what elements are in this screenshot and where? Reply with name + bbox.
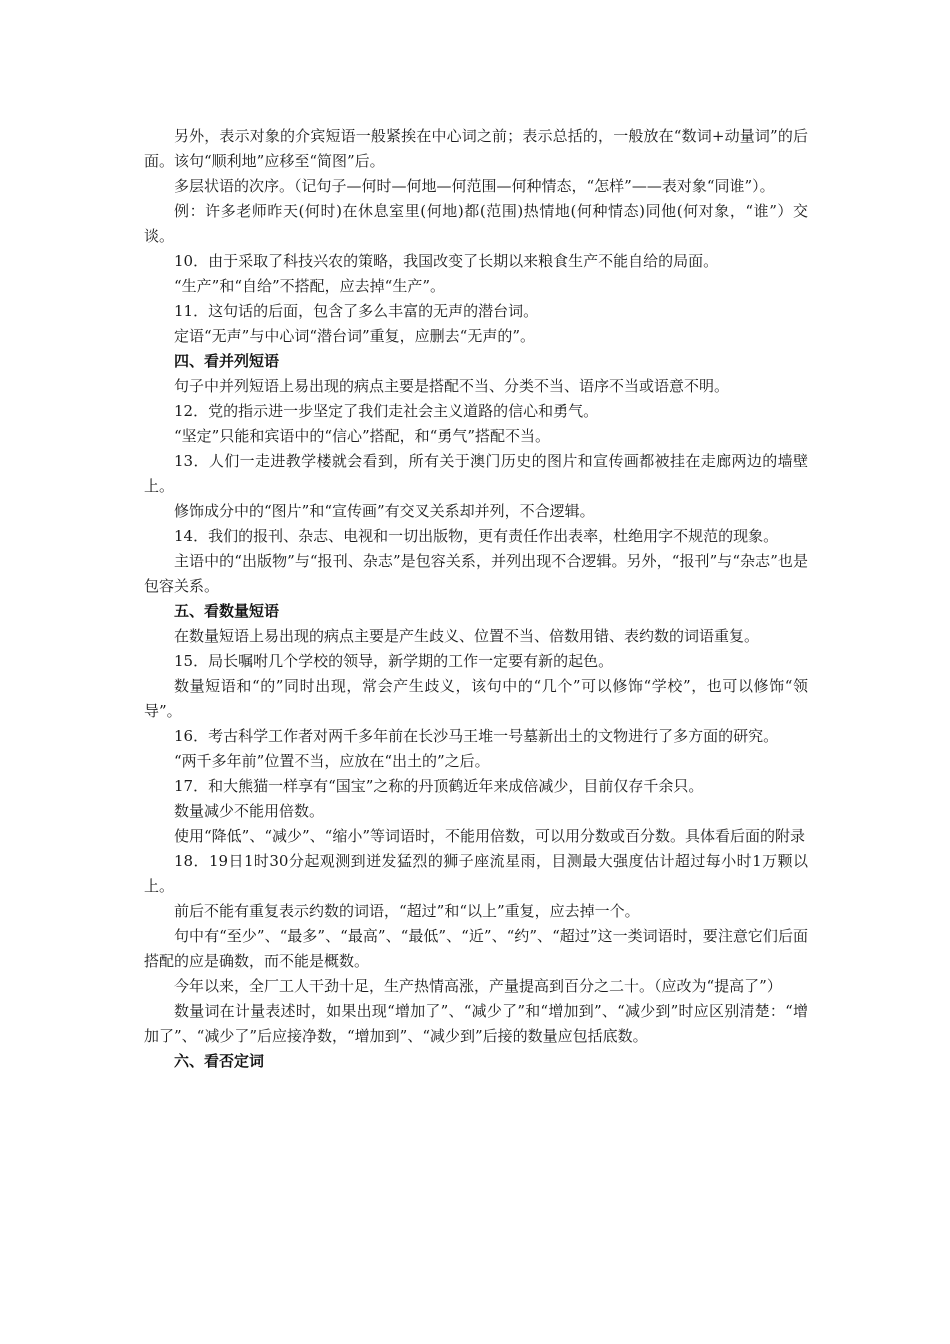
paragraph: 修饰成分中的“图片”和“宣传画”有交叉关系却并列，不合逻辑。 bbox=[174, 502, 595, 520]
section-heading: 六、看否定词 bbox=[174, 1052, 265, 1070]
paragraph: 定语“无声”与中心词“潜台词”重复，应删去“无声的”。 bbox=[174, 327, 536, 345]
paragraph: 另外，表示对象的介宾短语一般紧挨在中心词之前；表示总括的，一般放在“数词+动量词”的后面。该句“顺利地”应移至“简图”后。 bbox=[144, 127, 808, 170]
paragraph: 18．19日1时30分起观测到迸发猛烈的狮子座流星雨，目测最大强度估计超过每小时1万颗以上。 bbox=[144, 852, 808, 895]
section-heading: 四、看并列短语 bbox=[174, 352, 280, 370]
paragraph: 17．和大熊猫一样享有“国宝”之称的丹顶鹤近年来成倍减少，目前仅存千余只。 bbox=[174, 777, 704, 795]
paragraph: 使用“降低”、“减少”、“缩小”等词语时，不能用倍数，可以用分数或百分数。具体看后面的附录 bbox=[174, 827, 806, 845]
paragraph: 11．这句话的后面，包含了多么丰富的无声的潜台词。 bbox=[174, 302, 539, 320]
paragraph: 13．人们一走进教学楼就会看到，所有关于澳门历史的图片和宣传画都被挂在走廊两边的墙壁上。 bbox=[144, 452, 808, 495]
paragraph: 今年以来，全厂工人干劲十足，生产热情高涨，产量提高到百分之二十。（应改为“提高了”） bbox=[174, 977, 782, 995]
section-heading: 五、看数量短语 bbox=[174, 602, 280, 620]
paragraph: “生产”和“自给”不搭配，应去掉“生产”。 bbox=[174, 277, 446, 295]
paragraph: “两千多年前”位置不当，应放在“出土的”之后。 bbox=[174, 752, 490, 770]
paragraph: 多层状语的次序。（记句子—何时—何地—何范围—何种情态，“怎样”——表对象“同谁”）。 bbox=[174, 177, 775, 195]
paragraph: 主语中的“出版物”与“报刊、杂志”是包容关系，并列出现不合逻辑。另外，“报刊”与“杂志”也是包容关系。 bbox=[144, 552, 808, 595]
document-body bbox=[144, 124, 808, 1074]
paragraph: 句中有“至少”、“最多”、“最高”、“最低”、“近”、“约”、“超过”这一类词语时，要注意它们后面搭配的应是确数，而不能是概数。 bbox=[144, 927, 808, 970]
paragraph: 14．我们的报刊、杂志、电视和一切出版物，更有责任作出表率，杜绝用字不规范的现象。 bbox=[174, 527, 779, 545]
paragraph: 数量减少不能用倍数。 bbox=[174, 802, 325, 820]
paragraph: 在数量短语上易出现的病点主要是产生歧义、位置不当、倍数用错、表约数的词语重复。 bbox=[174, 627, 760, 645]
paragraph: “坚定”只能和宾语中的“信心”搭配，和“勇气”搭配不当。 bbox=[174, 427, 551, 445]
paragraph: 例：许多老师昨天(何时)在休息室里(何地)都(范围)热情地(何种情态)同他(何对象，“谁”）交谈。 bbox=[144, 202, 808, 245]
paragraph: 15．局长嘱咐几个学校的领导，新学期的工作一定要有新的起色。 bbox=[174, 652, 614, 670]
paragraph: 10．由于采取了科技兴农的策略，我国改变了长期以来粮食生产不能自给的局面。 bbox=[174, 252, 719, 270]
paragraph: 16．考古科学工作者对两千多年前在长沙马王堆一号墓新出土的文物进行了多方面的研究。 bbox=[174, 727, 779, 745]
paragraph: 12．党的指示进一步坚定了我们走社会主义道路的信心和勇气。 bbox=[174, 402, 599, 420]
paragraph: 句子中并列短语上易出现的病点主要是搭配不当、分类不当、语序不当或语意不明。 bbox=[174, 377, 730, 395]
paragraph: 前后不能有重复表示约数的词语，“超过”和“以上”重复，应去掉一个。 bbox=[174, 902, 640, 920]
paragraph: 数量词在计量表述时，如果出现“增加了”、“减少了”和“增加到”、“减少到”时应区别清楚：“增加了”、“减少了”后应接净数，“增加到”、“减少到”后接的数量应包括底数。 bbox=[144, 1002, 808, 1045]
paragraph: 数量短语和“的”同时出现，常会产生歧义，该句中的“几个”可以修饰“学校”，也可以修饰“领导”。 bbox=[144, 677, 808, 720]
